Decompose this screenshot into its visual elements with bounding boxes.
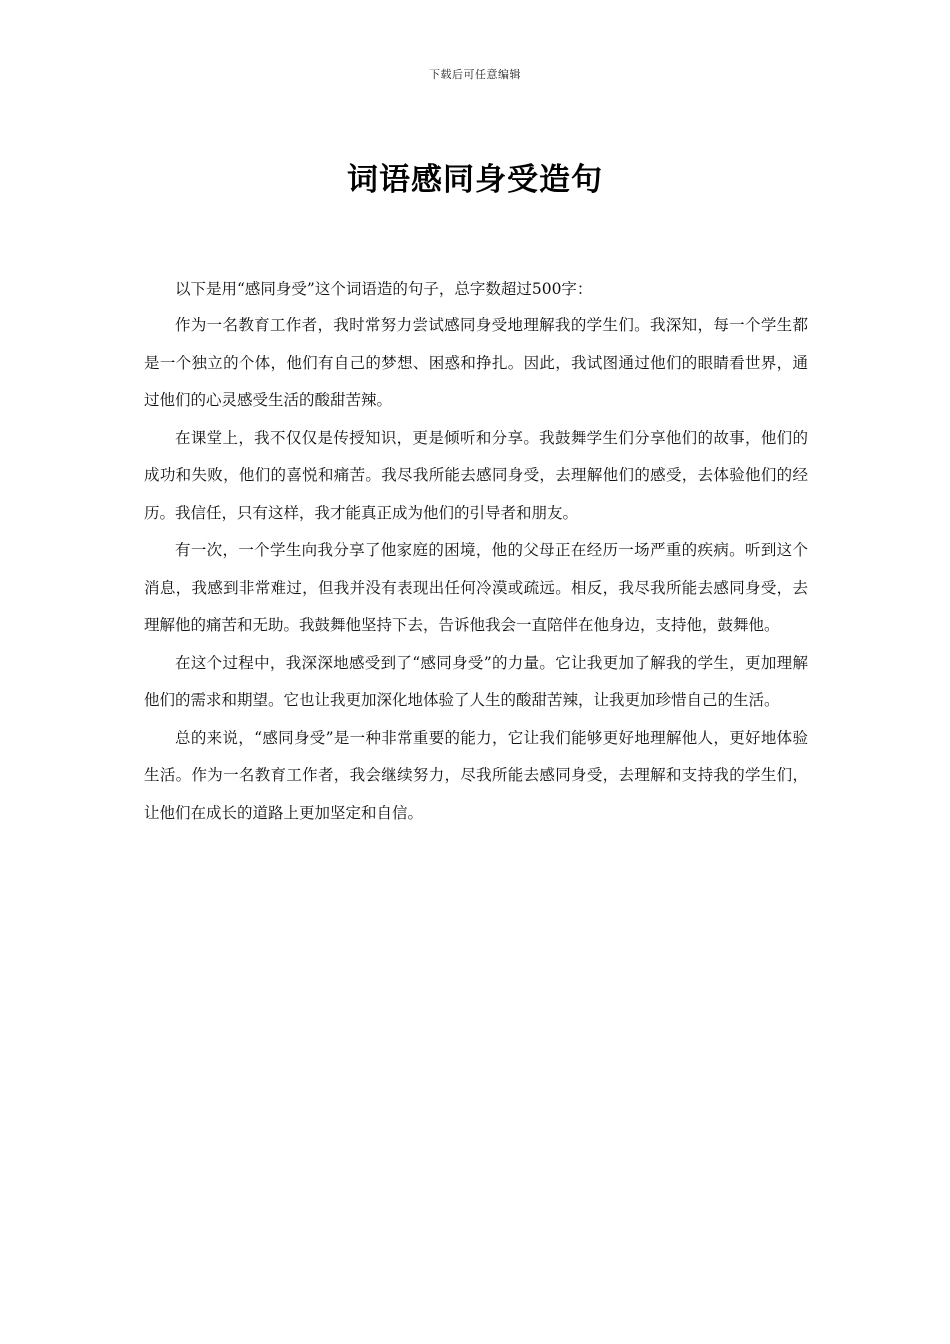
paragraph: 总的来说，“感同身受”是一种非常重要的能力，它让我们能够更好地理解他人，更好地体验生活。作为一名教育工作者，我会继续努力，尽我所能去感同身受，去理解和支持我的学生们，让他们在成长的道路上更加坚定和自信。 — [144, 728, 808, 822]
paragraph-intro: 以下是用“感同身受”这个词语造的句子，总字数超过500字： — [175, 280, 593, 298]
paragraph: 在课堂上，我不仅仅是传授知识，更是倾听和分享。我鼓舞学生们分享他们的故事，他们的成功和失败，他们的喜悦和痛苦。我尽我所能去感同身受，去理解他们的感受，去体验他们的经历。我信任，只有这样，我才能真正成为他们的引导者和朋友。 — [144, 428, 808, 522]
paragraph: 作为一名教育工作者，我时常努力尝试感同身受地理解我的学生们。我深知，每一个学生都是一个独立的个体，他们有自己的梦想、困惑和挣扎。因此，我试图通过他们的眼睛看世界，通过他们的心灵感受生活的酸甜苦辣。 — [144, 316, 808, 409]
header-note: 下载后可任意编辑 — [429, 68, 521, 81]
paragraph: 有一次，一个学生向我分享了他家庭的困境，他的父母正在经历一场严重的疾病。听到这个消息，我感到非常难过，但我并没有表现出任何冷漠或疏远。相反，我尽我所能去感同身受，去理解他的痛苦和无助。我鼓舞他坚持下去，告诉他我会一直陪伴在他身边，支持他，鼓舞他。 — [144, 541, 808, 634]
paragraph: 在这个过程中，我深深地感受到了“感同身受”的力量。它让我更加了解我的学生，更加理解他们的需求和期望。它也让我更加深化地体验了人生的酸甜苦辣，让我更加珍惜自己的生活。 — [144, 653, 808, 709]
document-title: 词语感同身受造句 — [347, 162, 603, 198]
document-body — [144, 272, 808, 832]
